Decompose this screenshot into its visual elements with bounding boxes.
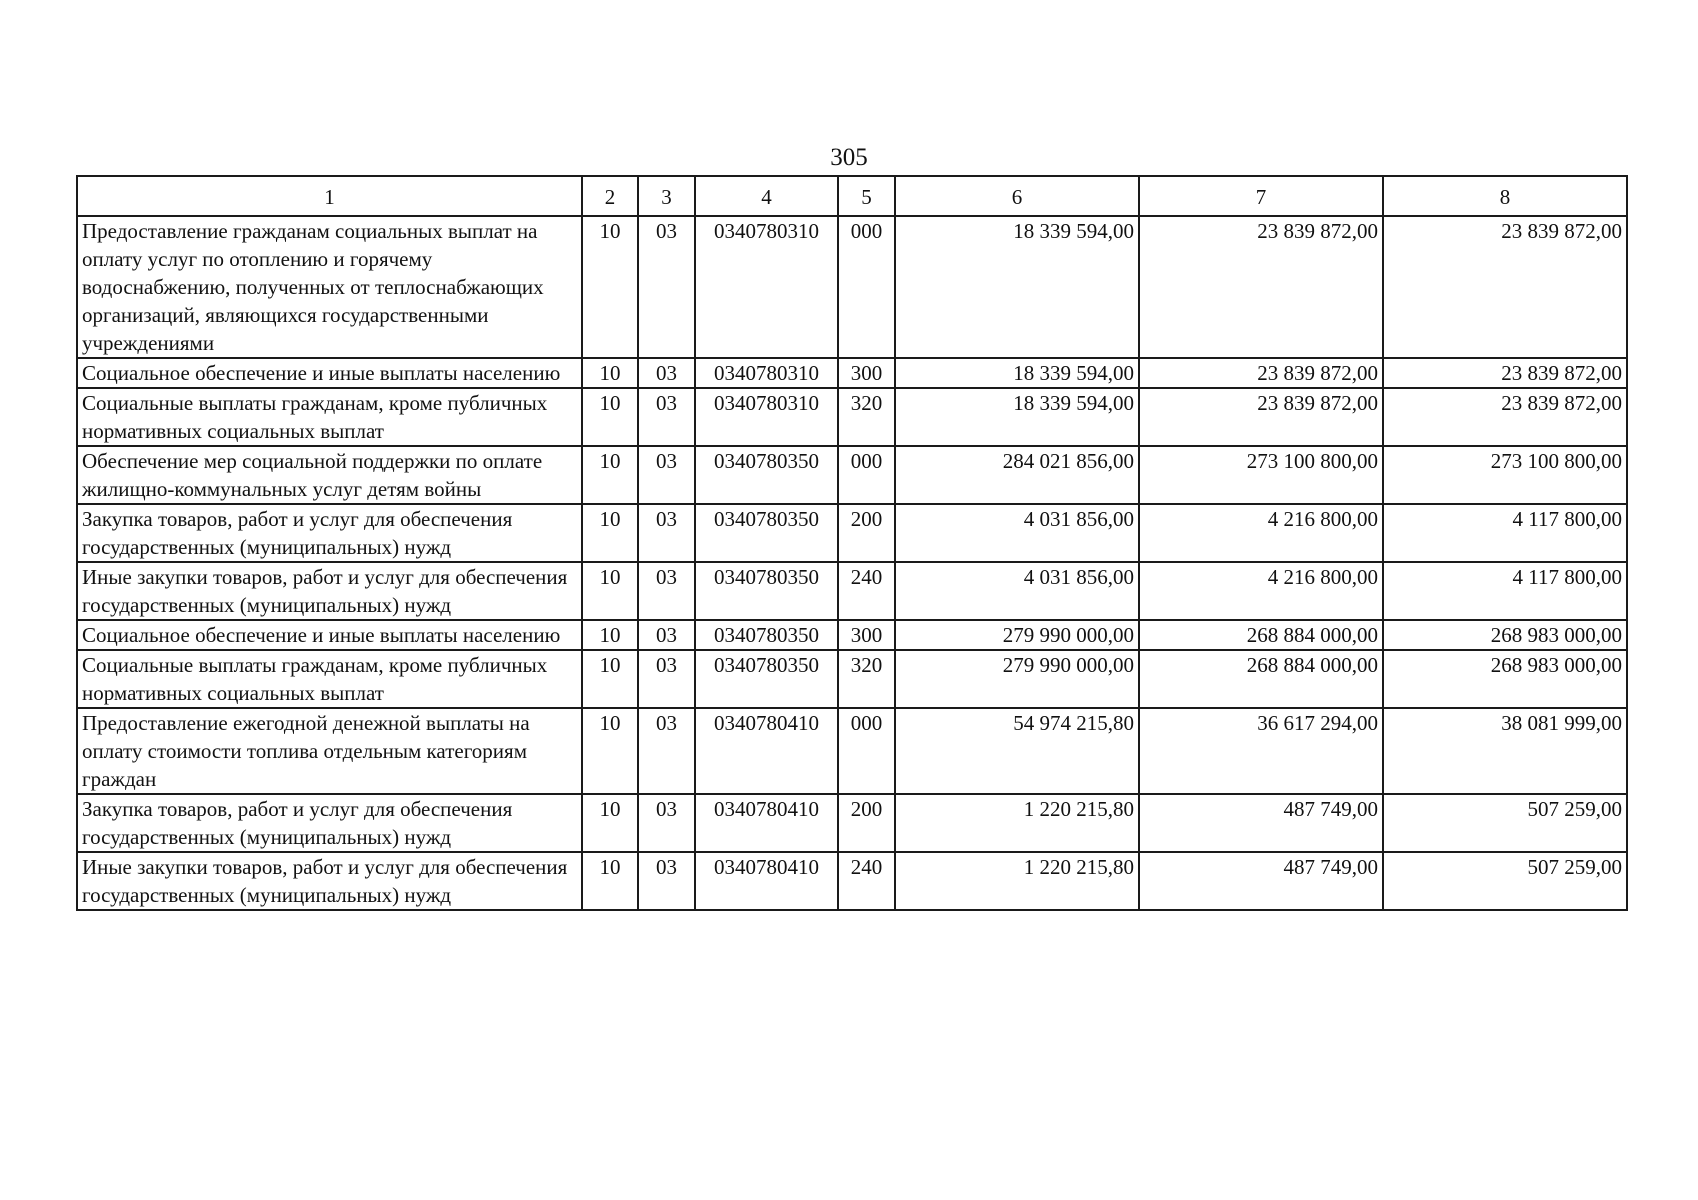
target-article-code: 0340780350: [695, 562, 838, 620]
table-row: [77, 446, 1627, 504]
section-code: 10: [582, 504, 638, 562]
row-name: Закупка товаров, работ и услуг для обеспечения государственных (муниципальных) нужд: [77, 504, 582, 562]
row-name: Иные закупки товаров, работ и услуг для обеспечения государственных (муниципальных) нужд: [77, 852, 582, 910]
amount-col-8: 268 983 000,00: [1383, 620, 1627, 650]
amount-col-7: 487 749,00: [1139, 794, 1383, 852]
subsection-code: 03: [638, 650, 695, 708]
table-row: [77, 388, 1627, 446]
amount-col-6: 18 339 594,00: [895, 216, 1139, 358]
row-name: Закупка товаров, работ и услуг для обеспечения государственных (муниципальных) нужд: [77, 794, 582, 852]
col-header-2: 2: [582, 176, 638, 216]
section-code: 10: [582, 358, 638, 388]
amount-col-7: 23 839 872,00: [1139, 216, 1383, 358]
target-article-code: 0340780350: [695, 446, 838, 504]
target-article-code: 0340780350: [695, 620, 838, 650]
subsection-code: 03: [638, 852, 695, 910]
subsection-code: 03: [638, 504, 695, 562]
header-row: [77, 176, 1627, 216]
section-code: 10: [582, 852, 638, 910]
row-name: Социальные выплаты гражданам, кроме публичных нормативных социальных выплат: [77, 388, 582, 446]
row-name: Социальное обеспечение и иные выплаты населению: [77, 358, 582, 388]
amount-col-6: 54 974 215,80: [895, 708, 1139, 794]
expense-type-code: 240: [838, 562, 895, 620]
subsection-code: 03: [638, 216, 695, 358]
expense-type-code: 300: [838, 620, 895, 650]
table-row: [77, 216, 1627, 358]
amount-col-7: 487 749,00: [1139, 852, 1383, 910]
section-code: 10: [582, 446, 638, 504]
subsection-code: 03: [638, 562, 695, 620]
amount-col-8: 23 839 872,00: [1383, 388, 1627, 446]
amount-col-8: 4 117 800,00: [1383, 504, 1627, 562]
section-code: 10: [582, 216, 638, 358]
row-name: Предоставление гражданам социальных выплат на оплату услуг по отоплению и горячему водоснабжению, полученных от теплоснабжающих организаций, являющихся государственными учреждениями: [77, 216, 582, 358]
col-header-1: 1: [77, 176, 582, 216]
target-article-code: 0340780410: [695, 708, 838, 794]
amount-col-8: 23 839 872,00: [1383, 216, 1627, 358]
section-code: 10: [582, 620, 638, 650]
expense-type-code: 200: [838, 504, 895, 562]
amount-col-8: 4 117 800,00: [1383, 562, 1627, 620]
amount-col-7: 268 884 000,00: [1139, 650, 1383, 708]
table-row: [77, 504, 1627, 562]
amount-col-6: 279 990 000,00: [895, 620, 1139, 650]
amount-col-8: 273 100 800,00: [1383, 446, 1627, 504]
row-name: Социальное обеспечение и иные выплаты населению: [77, 620, 582, 650]
subsection-code: 03: [638, 794, 695, 852]
amount-col-8: 268 983 000,00: [1383, 650, 1627, 708]
amount-col-6: 284 021 856,00: [895, 446, 1139, 504]
amount-col-7: 23 839 872,00: [1139, 388, 1383, 446]
subsection-code: 03: [638, 620, 695, 650]
budget-table: [76, 175, 1628, 911]
col-header-5: 5: [838, 176, 895, 216]
col-header-8: 8: [1383, 176, 1627, 216]
section-code: 10: [582, 708, 638, 794]
amount-col-7: 4 216 800,00: [1139, 504, 1383, 562]
amount-col-6: 18 339 594,00: [895, 358, 1139, 388]
table-row: [77, 852, 1627, 910]
row-name: Иные закупки товаров, работ и услуг для обеспечения государственных (муниципальных) нужд: [77, 562, 582, 620]
col-header-3: 3: [638, 176, 695, 216]
page-number: 305: [830, 144, 868, 171]
amount-col-6: 279 990 000,00: [895, 650, 1139, 708]
expense-type-code: 000: [838, 216, 895, 358]
amount-col-7: 4 216 800,00: [1139, 562, 1383, 620]
section-code: 10: [582, 562, 638, 620]
amount-col-7: 36 617 294,00: [1139, 708, 1383, 794]
row-name: Предоставление ежегодной денежной выплаты на оплату стоимости топлива отдельным категориям граждан: [77, 708, 582, 794]
target-article-code: 0340780350: [695, 504, 838, 562]
col-header-7: 7: [1139, 176, 1383, 216]
expense-type-code: 320: [838, 388, 895, 446]
expense-type-code: 000: [838, 446, 895, 504]
target-article-code: 0340780350: [695, 650, 838, 708]
amount-col-7: 273 100 800,00: [1139, 446, 1383, 504]
amount-col-7: 23 839 872,00: [1139, 358, 1383, 388]
amount-col-6: 4 031 856,00: [895, 504, 1139, 562]
row-name: Социальные выплаты гражданам, кроме публичных нормативных социальных выплат: [77, 650, 582, 708]
table-row: [77, 620, 1627, 650]
target-article-code: 0340780410: [695, 852, 838, 910]
target-article-code: 0340780310: [695, 388, 838, 446]
section-code: 10: [582, 794, 638, 852]
amount-col-8: 23 839 872,00: [1383, 358, 1627, 388]
table-row: [77, 358, 1627, 388]
amount-col-8: 507 259,00: [1383, 794, 1627, 852]
row-name: Обеспечение мер социальной поддержки по оплате жилищно-коммунальных услуг детям войны: [77, 446, 582, 504]
section-code: 10: [582, 388, 638, 446]
expense-type-code: 320: [838, 650, 895, 708]
table-row: [77, 794, 1627, 852]
expense-type-code: 240: [838, 852, 895, 910]
amount-col-7: 268 884 000,00: [1139, 620, 1383, 650]
target-article-code: 0340780310: [695, 216, 838, 358]
amount-col-6: 1 220 215,80: [895, 852, 1139, 910]
amount-col-6: 18 339 594,00: [895, 388, 1139, 446]
expense-type-code: 000: [838, 708, 895, 794]
subsection-code: 03: [638, 708, 695, 794]
table-row: [77, 650, 1627, 708]
target-article-code: 0340780310: [695, 358, 838, 388]
expense-type-code: 200: [838, 794, 895, 852]
col-header-6: 6: [895, 176, 1139, 216]
section-code: 10: [582, 650, 638, 708]
amount-col-8: 38 081 999,00: [1383, 708, 1627, 794]
subsection-code: 03: [638, 358, 695, 388]
amount-col-6: 1 220 215,80: [895, 794, 1139, 852]
table-row: [77, 562, 1627, 620]
col-header-4: 4: [695, 176, 838, 216]
table-row: [77, 708, 1627, 794]
expense-type-code: 300: [838, 358, 895, 388]
subsection-code: 03: [638, 388, 695, 446]
subsection-code: 03: [638, 446, 695, 504]
amount-col-6: 4 031 856,00: [895, 562, 1139, 620]
target-article-code: 0340780410: [695, 794, 838, 852]
amount-col-8: 507 259,00: [1383, 852, 1627, 910]
